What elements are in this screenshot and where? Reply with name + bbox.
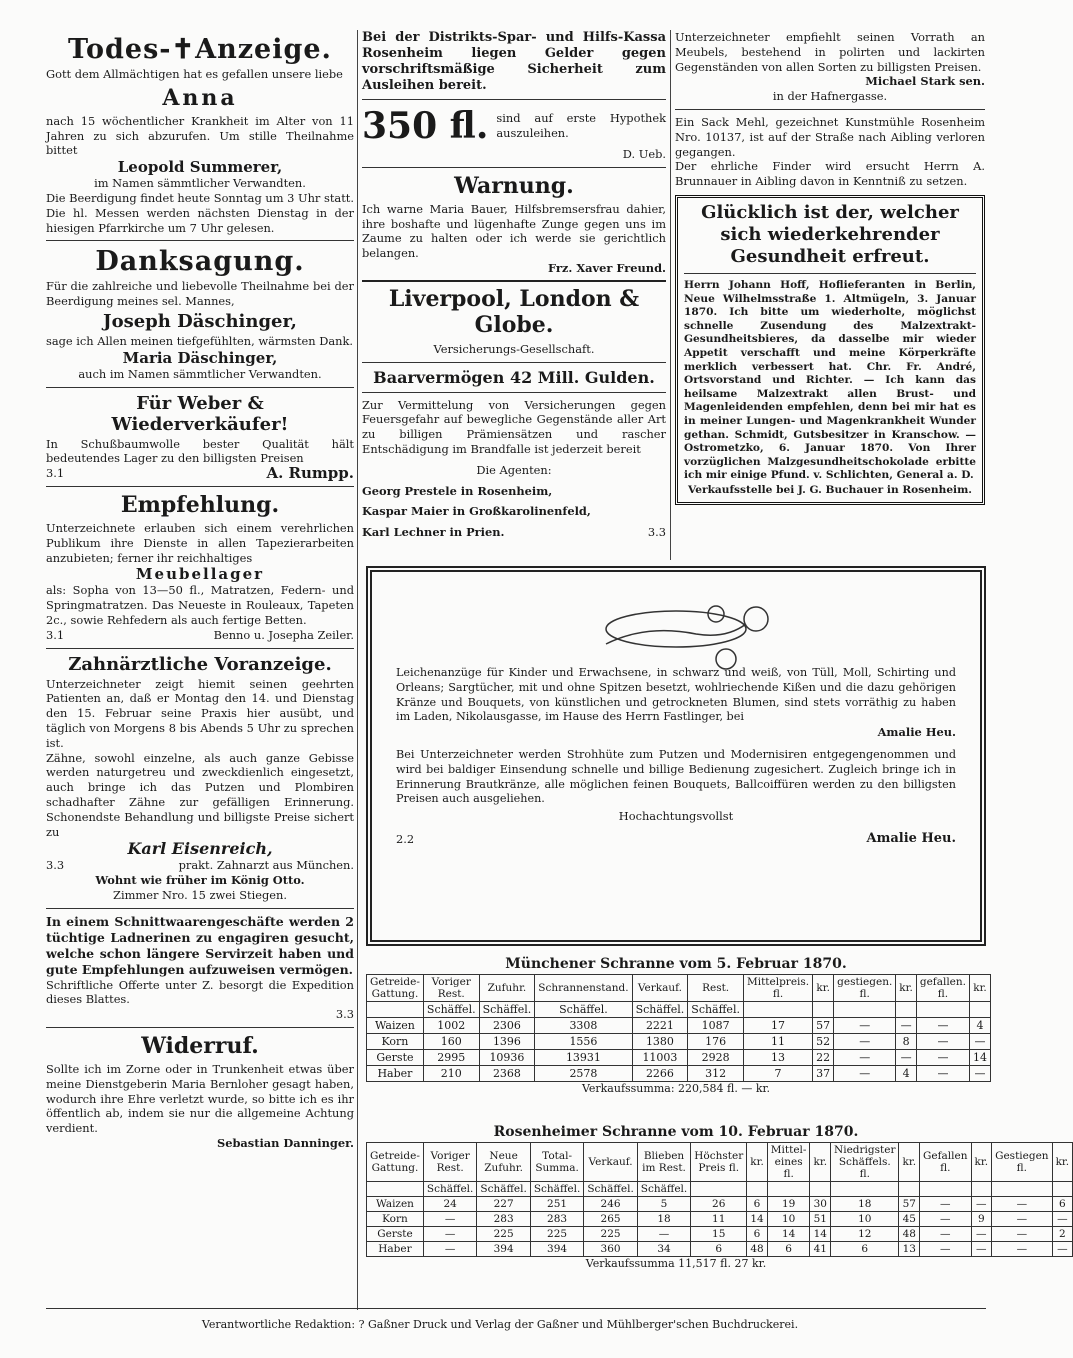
table-cell: 12: [831, 1227, 899, 1242]
table-cell: 176: [688, 1034, 744, 1050]
amalie-heu-closing: Hochachtungsvollst: [618, 809, 734, 824]
table-cell: 15: [691, 1227, 747, 1242]
table-cell: —: [423, 1242, 476, 1257]
thanks-signer-note: auch im Namen sämmtlicher Verwandten.: [78, 366, 322, 381]
table-cell: —: [916, 1034, 969, 1050]
recommendation-ref: 3.1: [46, 627, 65, 642]
dentist-address: Wohnt wie früher im König Otto.: [95, 873, 305, 888]
table-header: Schrannenstand.: [535, 975, 632, 1002]
divider: [362, 392, 666, 393]
weber-body: In Schußbaumwolle bester Qualität hält bedeutendes Lager zu den billigsten Preisen: [46, 436, 354, 466]
table-cell: 57: [899, 1197, 920, 1212]
table-cell: 48: [899, 1227, 920, 1242]
table-header: Höchster Preis fl.: [691, 1143, 747, 1182]
table-cell: —: [834, 1066, 896, 1082]
dentist-body: Unterzeichneter zeigt hiemit seinen geehrten Patienten an, daß er Montag den 14. und Dienstag den 15. Februar seine Praxis hier ausübt, und täglich von Morgens 8 bis Abends 5 Uhr zu sprechen ist.: [46, 676, 354, 750]
shop-assistants-ref: 3.3: [335, 1007, 354, 1022]
table-cell: —: [423, 1227, 476, 1242]
divider: [46, 648, 354, 649]
death-notice-body: nach 15 wöchentlicher Krankheit im Alter von 11 Jahren zu sich abzurufen. Um stille Theilnahme bittet: [46, 113, 354, 158]
table-cell: 48: [747, 1242, 768, 1257]
table-cell: 10: [767, 1212, 810, 1227]
unit-label: Schäffel.: [688, 1002, 744, 1018]
table-cell: Haber: [367, 1242, 424, 1257]
divider: [675, 109, 985, 110]
table-cell: —: [1052, 1212, 1073, 1227]
recommendation-signer: Benno u. Josepha Zeiler.: [213, 627, 354, 642]
table-cell: —: [637, 1227, 690, 1242]
table-header: kr.: [813, 975, 834, 1002]
table-cell: 360: [584, 1242, 637, 1257]
table-cell: 51: [810, 1212, 831, 1227]
dentist-signer: Karl Eisenreich,: [127, 839, 273, 859]
table-cell: 1556: [535, 1034, 632, 1050]
table-cell: 17: [743, 1018, 812, 1034]
table-cell: —: [992, 1212, 1052, 1227]
table-cell: 2: [1052, 1227, 1073, 1242]
column-right: [675, 30, 985, 505]
table-cell: 7: [743, 1066, 812, 1082]
table-cell: 225: [530, 1227, 583, 1242]
death-notice-signer-note: im Namen sämmtlicher Verwandten.: [94, 176, 306, 191]
table-cell: 2266: [632, 1066, 688, 1082]
table-row: [367, 1227, 1073, 1242]
table-cell: 13: [899, 1242, 920, 1257]
table-header: kr.: [810, 1143, 831, 1182]
unit-label: Schäffel.: [637, 1182, 690, 1197]
table-cell: —: [992, 1197, 1052, 1212]
thanks-signer: Maria Däschinger,: [122, 348, 278, 367]
recommendation-center: Meubellager: [135, 565, 265, 584]
table-cell: 52: [813, 1034, 834, 1050]
table-header: Zufuhr.: [479, 975, 535, 1002]
dentist-ref: 3.3: [46, 858, 65, 873]
insurance-ref: 3.3: [647, 525, 666, 540]
dentist-room: Zimmer Nro. 15 zwei Stiegen.: [113, 887, 287, 902]
insurance-ad: [362, 286, 666, 540]
weber-title: Für Weber & Wiederverkäufer!: [111, 392, 289, 435]
furniture-body: Unterzeichneter empfiehlt seinen Vorrath an Meubels, bestehend in polirten und lackirten Gegenständen von allen Sorten zu billigsten Preisen.: [675, 30, 985, 74]
table-cell: 57: [813, 1018, 834, 1034]
table-cell: 10936: [479, 1050, 535, 1066]
dentist-title: Zahnärztliche Voranzeige.: [68, 653, 332, 675]
loan-amount: 350 fl.: [362, 105, 489, 147]
shop-assistants-body: In einem Schnittwaarengeschäfte werden 2 tüchtige Ladnerinen zu engagiren gesucht, welche schon längere Servirzeit haben und gute Empfehlungen aufzuweisen vermögen.: [46, 913, 354, 977]
table-cell: 1087: [688, 1018, 744, 1034]
table-cell: —: [834, 1034, 896, 1050]
furniture-ad: [675, 30, 985, 104]
malt-extract-ad: [675, 195, 985, 505]
table-cell: 4: [970, 1018, 991, 1034]
recommendation-body-2: als: Sopha von 13—50 fl., Matratzen, Federn- und Springmatratzen. Das Neueste in Rouleaux, Tapeten 2c., sowie Rehfedern als auch fertige Betten.: [46, 583, 354, 627]
table-cell: 18: [831, 1197, 899, 1212]
recommendation-ad: [46, 492, 354, 643]
death-notice-signer: Leopold Summerer,: [117, 158, 283, 177]
table-cell: 4: [896, 1066, 917, 1082]
unit-label: Schäffel.: [479, 1002, 535, 1018]
table-cell: 2928: [688, 1050, 744, 1066]
table-cell: —: [992, 1227, 1052, 1242]
lost-flour-ad: [675, 115, 985, 189]
table-cell: —: [916, 1066, 969, 1082]
table-cell: 265: [584, 1212, 637, 1227]
unit-label: Schäffel.: [584, 1182, 637, 1197]
unit-label: Schäffel.: [632, 1002, 688, 1018]
warning-notice: [362, 173, 666, 276]
table-cell: 6: [767, 1242, 810, 1257]
munich-market-title: Münchener Schranne vom 5. Februar 1870.: [505, 956, 847, 972]
table-cell: 10: [831, 1212, 899, 1227]
divider: [362, 362, 666, 363]
table-cell: —: [920, 1242, 971, 1257]
table-cell: —: [423, 1212, 476, 1227]
table-cell: —: [971, 1197, 992, 1212]
warning-body: Ich warne Maria Bauer, Hilfsbremsersfrau dahier, ihre boshafte und lügenhafte Zunge gegen uns im Zaume zu halten oder ich werde sie gerichtlich belangen.: [362, 201, 666, 261]
table-cell: 251: [530, 1197, 583, 1212]
table-header: kr.: [1052, 1143, 1073, 1182]
table-cell: —: [920, 1197, 971, 1212]
thanks-intro: Für die zahlreiche und liebevolle Theilnahme bei der Beerdigung meines sel. Mannes,: [46, 279, 354, 309]
table-row: [367, 1066, 991, 1082]
recommendation-body: Unterzeichnete erlauben sich einem verehrlichen Publikum ihre Dienste in allen Tapezierarbeiten anzubieten; ferner ihr reichhaltiges: [46, 520, 354, 565]
rosenheim-market-table: [366, 1142, 1073, 1257]
table-cell: 41: [810, 1242, 831, 1257]
divider: [46, 387, 354, 388]
table-cell: 2995: [423, 1050, 479, 1066]
table-cell: 2221: [632, 1018, 688, 1034]
table-cell: 11: [743, 1034, 812, 1050]
table-cell: 5: [637, 1197, 690, 1212]
savings-bank-ad: [362, 30, 666, 162]
dentist-ad: [46, 654, 354, 903]
table-cell: 246: [584, 1197, 637, 1212]
table-cell: —: [971, 1227, 992, 1242]
funeral-info: Die Beerdigung findet heute Sonntag um 3 Uhr statt. Die hl. Messen werden nächsten Dienstag in der hiesigen Pfarrkirche um 7 Uhr gelesen.: [46, 190, 354, 235]
table-cell: 11: [691, 1212, 747, 1227]
unit-label: Schäffel.: [423, 1182, 476, 1197]
unit-label: Schäffel.: [477, 1182, 530, 1197]
amalie-heu-para-1: Leichenanzüge für Kinder und Erwachsene, in schwarz und weiß, von Tüll, Moll, Schirting und Orleans; Sargtücher, mit und ohne Spitzen besetzt, wohlriechende Kißen und die dazu gehörigen Kränze und Bouquets, von künstlichen und getrockneten Blumen, sind stets vorräthig zu haben im Laden, Nikolausgasse, im Hause des Herrn Fastlinger, bei: [396, 666, 956, 724]
loan-note: sind auf erste Hypothek auszuleihen.: [496, 111, 666, 140]
table-cell: 283: [477, 1212, 530, 1227]
table-cell: 225: [584, 1227, 637, 1242]
table-cell: 9: [971, 1212, 992, 1227]
table-row: [367, 1197, 1073, 1212]
table-cell: 2368: [479, 1066, 535, 1082]
table-cell: 19: [767, 1197, 810, 1212]
savings-bank-body: Bei der Distrikts-Spar- und Hilfs-Kassa Rosenheim liegen Gelder gegen vorschriftsmäßige Sicherheit zum Ausleihen bereit.: [362, 30, 666, 93]
table-cell: Gerste: [367, 1050, 424, 1066]
table-cell: 14: [810, 1227, 831, 1242]
table-cell: 6: [747, 1197, 768, 1212]
table-cell: 13: [743, 1050, 812, 1066]
table-cell: Korn: [367, 1212, 424, 1227]
column-rule: [357, 30, 358, 1310]
lost-flour-body-2: Der ehrliche Finder wird ersucht Herrn A. Brunnauer in Aibling davon in Kenntniß zu setzen.: [675, 159, 985, 189]
furniture-signer-note: in der Hafnergasse.: [772, 89, 888, 104]
table-cell: —: [920, 1212, 971, 1227]
table-row: [367, 1050, 991, 1066]
thanks-deceased: Joseph Däschinger,: [103, 310, 297, 332]
savings-bank-ref: D. Ueb.: [622, 147, 666, 161]
table-header: Voriger Rest.: [423, 975, 479, 1002]
table-cell: 160: [423, 1034, 479, 1050]
table-cell: Gerste: [367, 1227, 424, 1242]
table-row: [367, 1034, 991, 1050]
lost-flour-body: Ein Sack Mehl, gezeichnet Kunstmühle Rosenheim Nro. 10137, ist auf der Straße nach Aibling verloren gegangen.: [675, 114, 985, 159]
table-cell: 14: [747, 1212, 768, 1227]
malt-extract-body: Herrn Johann Hoff, Hoflieferanten in Berlin, Neue Wilhelmsstraße 1. Altmügeln, 3. Januar 1870. Ich bitte um wiederholte, möglichst schnelle Zusendung des Malzextrakt-Gesundheitsbieres, da dasselbe mir wieder Appetit verschafft und meine Körperkräfte merklich verbessert hat. Chr. Fr. André, Ortsvorstand und Richter. — Ich kann das heilsame Malzextrakt allen Brust- und Magenleidenden empfehlen, denn bei mir hat es in meiner Lungen- und Magenkrankheit Wunder gethan. Schmidt, Gutsbesitzer in Kranschow. — Ostrometzko, 6. Januar 1870. Von Ihrer vorzüglichen Malzgesundheitschokolade erbitte ich mir einige Pfund. v. Schlichten, General a. D.: [684, 278, 976, 482]
table-header: Getreide-Gattung.: [367, 1143, 424, 1182]
table-header: kr.: [896, 975, 917, 1002]
table-cell: 22: [813, 1050, 834, 1066]
insurance-agent: Kaspar Maier in Großkarolinenfeld,: [362, 504, 591, 519]
table-cell: 6: [747, 1227, 768, 1242]
table-cell: 8: [896, 1034, 917, 1050]
table-header: Mittelpreis. fl.: [743, 975, 812, 1002]
table-cell: 1396: [479, 1034, 535, 1050]
retraction-signer: Sebastian Danninger.: [216, 1136, 354, 1151]
table-cell: —: [970, 1034, 991, 1050]
table-header: Verkauf.: [584, 1143, 637, 1182]
table-header: kr.: [970, 975, 991, 1002]
table-cell: —: [916, 1050, 969, 1066]
table-row: [367, 1212, 1073, 1227]
divider: [46, 1027, 354, 1028]
table-header: gestiegen. fl.: [834, 975, 896, 1002]
divider: [362, 99, 666, 100]
imprint-footer: Verantwortliche Redaktion: ? Gaßner Druck und Verlag der Gaßner und Mühlberger'schen Buchdruckerei.: [201, 1318, 799, 1331]
table-header: kr.: [747, 1143, 768, 1182]
table-header: Voriger Rest.: [423, 1143, 476, 1182]
dentist-signer-note: prakt. Zahnarzt aus München.: [178, 858, 354, 873]
table-cell: 2306: [479, 1018, 535, 1034]
dentist-body-2: Zähne, sowohl einzelne, als auch ganze Gebisse werden naturgetreu und zweckdienlich eingesetzt, auch bringe ich das Putzen und Plombiren schadhafter Zähne zur gefälligen Erinnerung. Schonendste Behandlung und billigste Preise sichert zu: [46, 750, 354, 839]
table-cell: 312: [688, 1066, 744, 1082]
table-cell: —: [1052, 1242, 1073, 1257]
table-cell: Korn: [367, 1034, 424, 1050]
table-cell: 394: [477, 1242, 530, 1257]
divider: [46, 908, 354, 909]
amalie-heu-signer: Amalie Heu.: [877, 725, 956, 740]
insurance-subtitle: Versicherungs-Gesellschaft.: [433, 341, 595, 356]
recommendation-title: Empfehlung.: [120, 491, 280, 518]
table-cell: —: [896, 1018, 917, 1034]
table-cell: 11003: [632, 1050, 688, 1066]
insurance-capital: Baarvermögen 42 Mill. Gulden.: [373, 367, 655, 387]
table-header: Blieben im Rest.: [637, 1143, 690, 1182]
thanks-title: Danksagung.: [95, 246, 305, 278]
table-row: [367, 1242, 1073, 1257]
shop-assistants-ad: [46, 914, 354, 1022]
table-cell: Haber: [367, 1066, 424, 1082]
insurance-body: Zur Vermittelung von Versicherungen gegen Feuersgefahr auf bewegliche Gegenstände aller Art zu billigen Prämiensätzen und rascher Entschädigung im Brandfalle ist jederzeit bereit: [362, 397, 666, 456]
table-cell: 13931: [535, 1050, 632, 1066]
table-cell: 210: [423, 1066, 479, 1082]
table-row: [367, 1018, 991, 1034]
weber-signer: A. Rumpp.: [266, 464, 354, 483]
death-notice-intro: Gott dem Allmächtigen hat es gefallen unsere liebe: [46, 67, 343, 81]
table-cell: 34: [637, 1242, 690, 1257]
amalie-heu-signer-2: Amalie Heu.: [866, 830, 956, 846]
table-cell: —: [920, 1227, 971, 1242]
table-cell: 2578: [535, 1066, 632, 1082]
rosenheim-market-title: Rosenheimer Schranne vom 10. Februar 1870.: [493, 1124, 859, 1140]
table-cell: —: [992, 1242, 1052, 1257]
munich-market-total: Verkaufssumma: 220,584 fl. — kr.: [581, 1082, 771, 1095]
column-left: [46, 30, 354, 1151]
weber-ref: 3.1: [46, 466, 65, 481]
thanks-body: sage ich Allen meinen tiefgefühlten, wärmsten Dank.: [46, 333, 354, 348]
table-cell: Waizen: [367, 1197, 424, 1212]
table-header: Verkauf.: [632, 975, 688, 1002]
divider: [362, 280, 666, 282]
retraction-title: Widerruf.: [141, 1033, 259, 1060]
table-cell: —: [970, 1066, 991, 1082]
divider: [46, 240, 354, 241]
table-header: Neue Zufuhr.: [477, 1143, 530, 1182]
divider: [684, 273, 976, 274]
table-cell: 24: [423, 1197, 476, 1212]
death-notice-title: Todes-✝Anzeige.: [68, 34, 332, 65]
table-cell: 45: [899, 1212, 920, 1227]
table-header: kr.: [971, 1143, 992, 1182]
amalie-heu-para-2: Bei Unterzeichneter werden Strohhüte zum Putzen und Modernisiren entgegengenommen und wird bei baldiger Einsendung schnelle und billige Bedienung zugesichert. Zugleich bringe ich in Erinnerung Brautkränze, alle möglichen feinen Bouquets, Ballcoiffüren werden zu den billigsten Preisen auch ausgeliehen.: [396, 747, 956, 806]
amalie-heu-ref: 2.2: [396, 831, 415, 846]
table-header: Gefallen fl.: [920, 1143, 971, 1182]
munich-market-table: [366, 974, 991, 1082]
table-cell: —: [896, 1050, 917, 1066]
furniture-signer: Michael Stark sen.: [865, 74, 985, 89]
amalie-heu-ad: [366, 566, 986, 946]
table-cell: —: [834, 1050, 896, 1066]
table-cell: 14: [767, 1227, 810, 1242]
column-rule: [670, 30, 671, 560]
retraction-body: Sollte ich im Zorne oder in Trunkenheit etwas über meine Dienstgeberin Maria Bernloher gesagt haben, wodurch ihre Ehre verletzt wurde, so bitte ich es ihr öffentlich ab, indem sie nur die allgemeine Achtung verdient.: [46, 1062, 354, 1136]
table-cell: 18: [637, 1212, 690, 1227]
column-middle: [362, 30, 666, 540]
table-cell: 30: [810, 1197, 831, 1212]
table-header: Niedrigster Schäffels. fl.: [831, 1143, 899, 1182]
table-cell: —: [971, 1242, 992, 1257]
table-cell: —: [834, 1018, 896, 1034]
death-notice: [46, 34, 354, 235]
table-cell: 26: [691, 1197, 747, 1212]
table-header: Mittel- eines fl.: [767, 1143, 810, 1182]
table-cell: 6: [1052, 1197, 1073, 1212]
table-cell: 1002: [423, 1018, 479, 1034]
table-header: Gestiegen fl.: [992, 1143, 1052, 1182]
rosenheim-market-total: Verkaufssumma 11,517 fl. 27 kr.: [585, 1257, 767, 1270]
warning-title: Warnung.: [454, 172, 574, 199]
unit-label: Schäffel.: [535, 1002, 632, 1018]
divider: [362, 167, 666, 168]
insurance-agent: Georg Prestele in Rosenheim,: [362, 483, 553, 498]
unit-label: Schäffel.: [530, 1182, 583, 1197]
table-cell: 6: [691, 1242, 747, 1257]
malt-extract-sale: Verkaufsstelle bei J. G. Buchauer in Rosenheim.: [688, 483, 972, 496]
table-header: kr.: [899, 1143, 920, 1182]
table-cell: Waizen: [367, 1018, 424, 1034]
weber-ad: [46, 393, 354, 481]
insurance-title: Liverpool, London & Globe.: [388, 285, 640, 338]
rosenheim-grain-market: [366, 1122, 1070, 1272]
divider: [46, 486, 354, 487]
warning-signer: Frz. Xaver Freund.: [548, 260, 666, 275]
shop-assistants-body-2: Schriftliche Offerte unter Z. besorgt die Expedition dieses Blattes.: [46, 977, 354, 1007]
table-cell: 283: [530, 1212, 583, 1227]
table-cell: 14: [970, 1050, 991, 1066]
table-header: gefallen. fl.: [916, 975, 969, 1002]
angel-illustration: [576, 584, 776, 674]
insurance-agent: Karl Lechner in Prien.: [362, 525, 505, 540]
table-header: Getreide-Gattung.: [367, 975, 424, 1002]
table-cell: 37: [813, 1066, 834, 1082]
munich-grain-market: [366, 954, 986, 1097]
table-cell: 6: [831, 1242, 899, 1257]
table-cell: 394: [530, 1242, 583, 1257]
table-cell: 225: [477, 1227, 530, 1242]
malt-extract-title: Glücklich ist der, welcher sich wiederkehrender Gesundheit erfreut.: [701, 201, 959, 267]
deceased-name: Anna: [162, 84, 238, 111]
unit-label: Schäffel.: [423, 1002, 479, 1018]
table-cell: 1380: [632, 1034, 688, 1050]
retraction-notice: [46, 1033, 354, 1151]
table-header: Total-Summa.: [530, 1143, 583, 1182]
table-cell: 3308: [535, 1018, 632, 1034]
insurance-agents-title: Die Agenten:: [476, 462, 552, 477]
table-cell: 227: [477, 1197, 530, 1212]
table-header: Rest.: [688, 975, 744, 1002]
footer-rule: [46, 1308, 986, 1309]
thanks-notice: [46, 246, 354, 381]
table-cell: —: [916, 1018, 969, 1034]
